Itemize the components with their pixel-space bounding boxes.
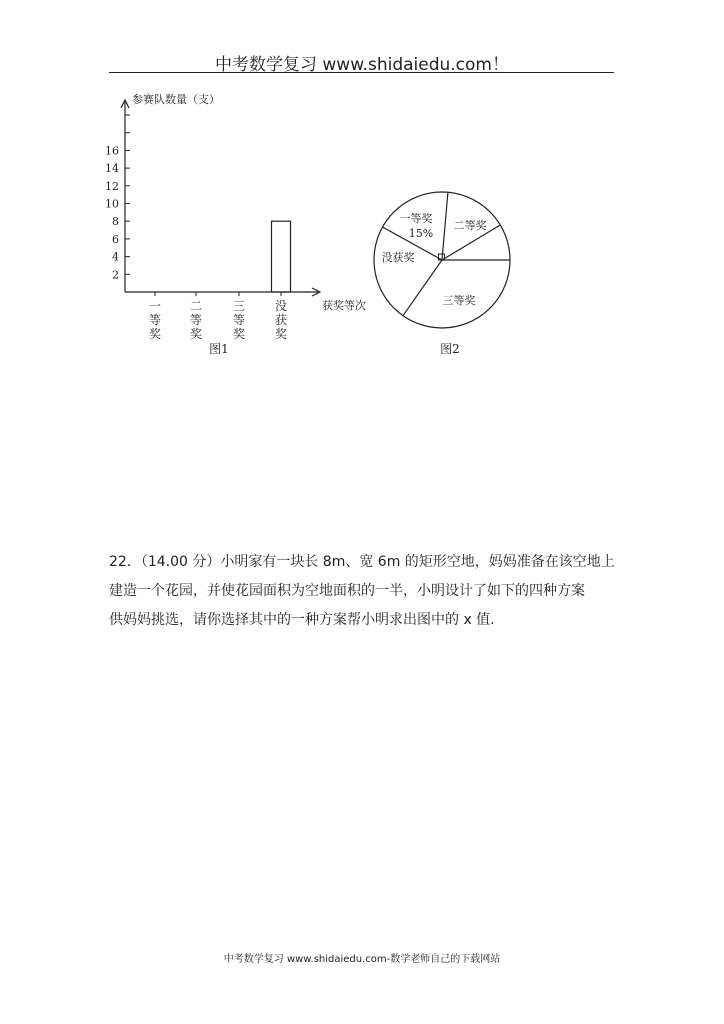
pie-label-no-prize: 没获奖 — [381, 251, 415, 264]
y-tick-label: 2 — [112, 268, 119, 282]
pie-label-first-prize: 一等奖 — [399, 212, 433, 225]
pie-label-first-prize-percent: 15% — [408, 227, 434, 240]
x-category-label: 三等奖 — [232, 299, 246, 341]
figure1-caption: 图1 — [209, 342, 229, 356]
pie-slice-boundary — [403, 260, 442, 316]
x-categories — [149, 292, 287, 341]
y-tick-label: 4 — [112, 250, 119, 264]
page-header-title: 中考数学复习 www.shidaiedu.com！ — [215, 55, 509, 75]
page-footer: 中考数学复习 www.shidaiedu.com-数学老师自己的下载网站 — [223, 954, 501, 965]
question-line: 22．（14.00 分）小明家有一块长 8m、宽 6m 的矩形空地，妈妈准备在该空地上 — [109, 554, 615, 570]
y-tick-label: 10 — [105, 197, 119, 211]
y-tick-label: 8 — [112, 215, 119, 229]
y-tick-label: 6 — [112, 232, 119, 246]
figure2-caption: 图2 — [440, 342, 460, 356]
y-tick-label: 16 — [105, 144, 119, 158]
pie-slice-boundary — [442, 192, 448, 260]
y-tick-label: 14 — [105, 162, 119, 176]
y-tick-label: 12 — [105, 179, 119, 193]
question-line: 建造一个花园，并使花园面积为空地面积的一半，小明设计了如下的四种方案 — [109, 583, 585, 599]
question-line: 供妈妈挑选，请你选择其中的一种方案帮小明求出图中的 x 值. — [109, 612, 495, 628]
x-category-label: 二等奖 — [189, 299, 203, 341]
figures-area — [0, 80, 724, 370]
question-22 — [109, 548, 619, 635]
x-category-label: 一等奖 — [148, 299, 162, 341]
pie-chart — [374, 192, 510, 356]
bar — [272, 221, 291, 292]
pie-label-third-prize: 三等奖 — [442, 294, 476, 307]
x-axis-title: 获奖等次 — [322, 299, 366, 312]
y-axis-title: 参赛队数量（支） — [132, 93, 220, 106]
bars — [272, 221, 291, 292]
y-ticks — [105, 115, 130, 281]
header-divider — [109, 72, 614, 73]
pie-label-second-prize: 二等奖 — [453, 219, 487, 232]
x-category-label: 没获奖 — [274, 299, 288, 341]
bar-chart — [105, 92, 366, 356]
